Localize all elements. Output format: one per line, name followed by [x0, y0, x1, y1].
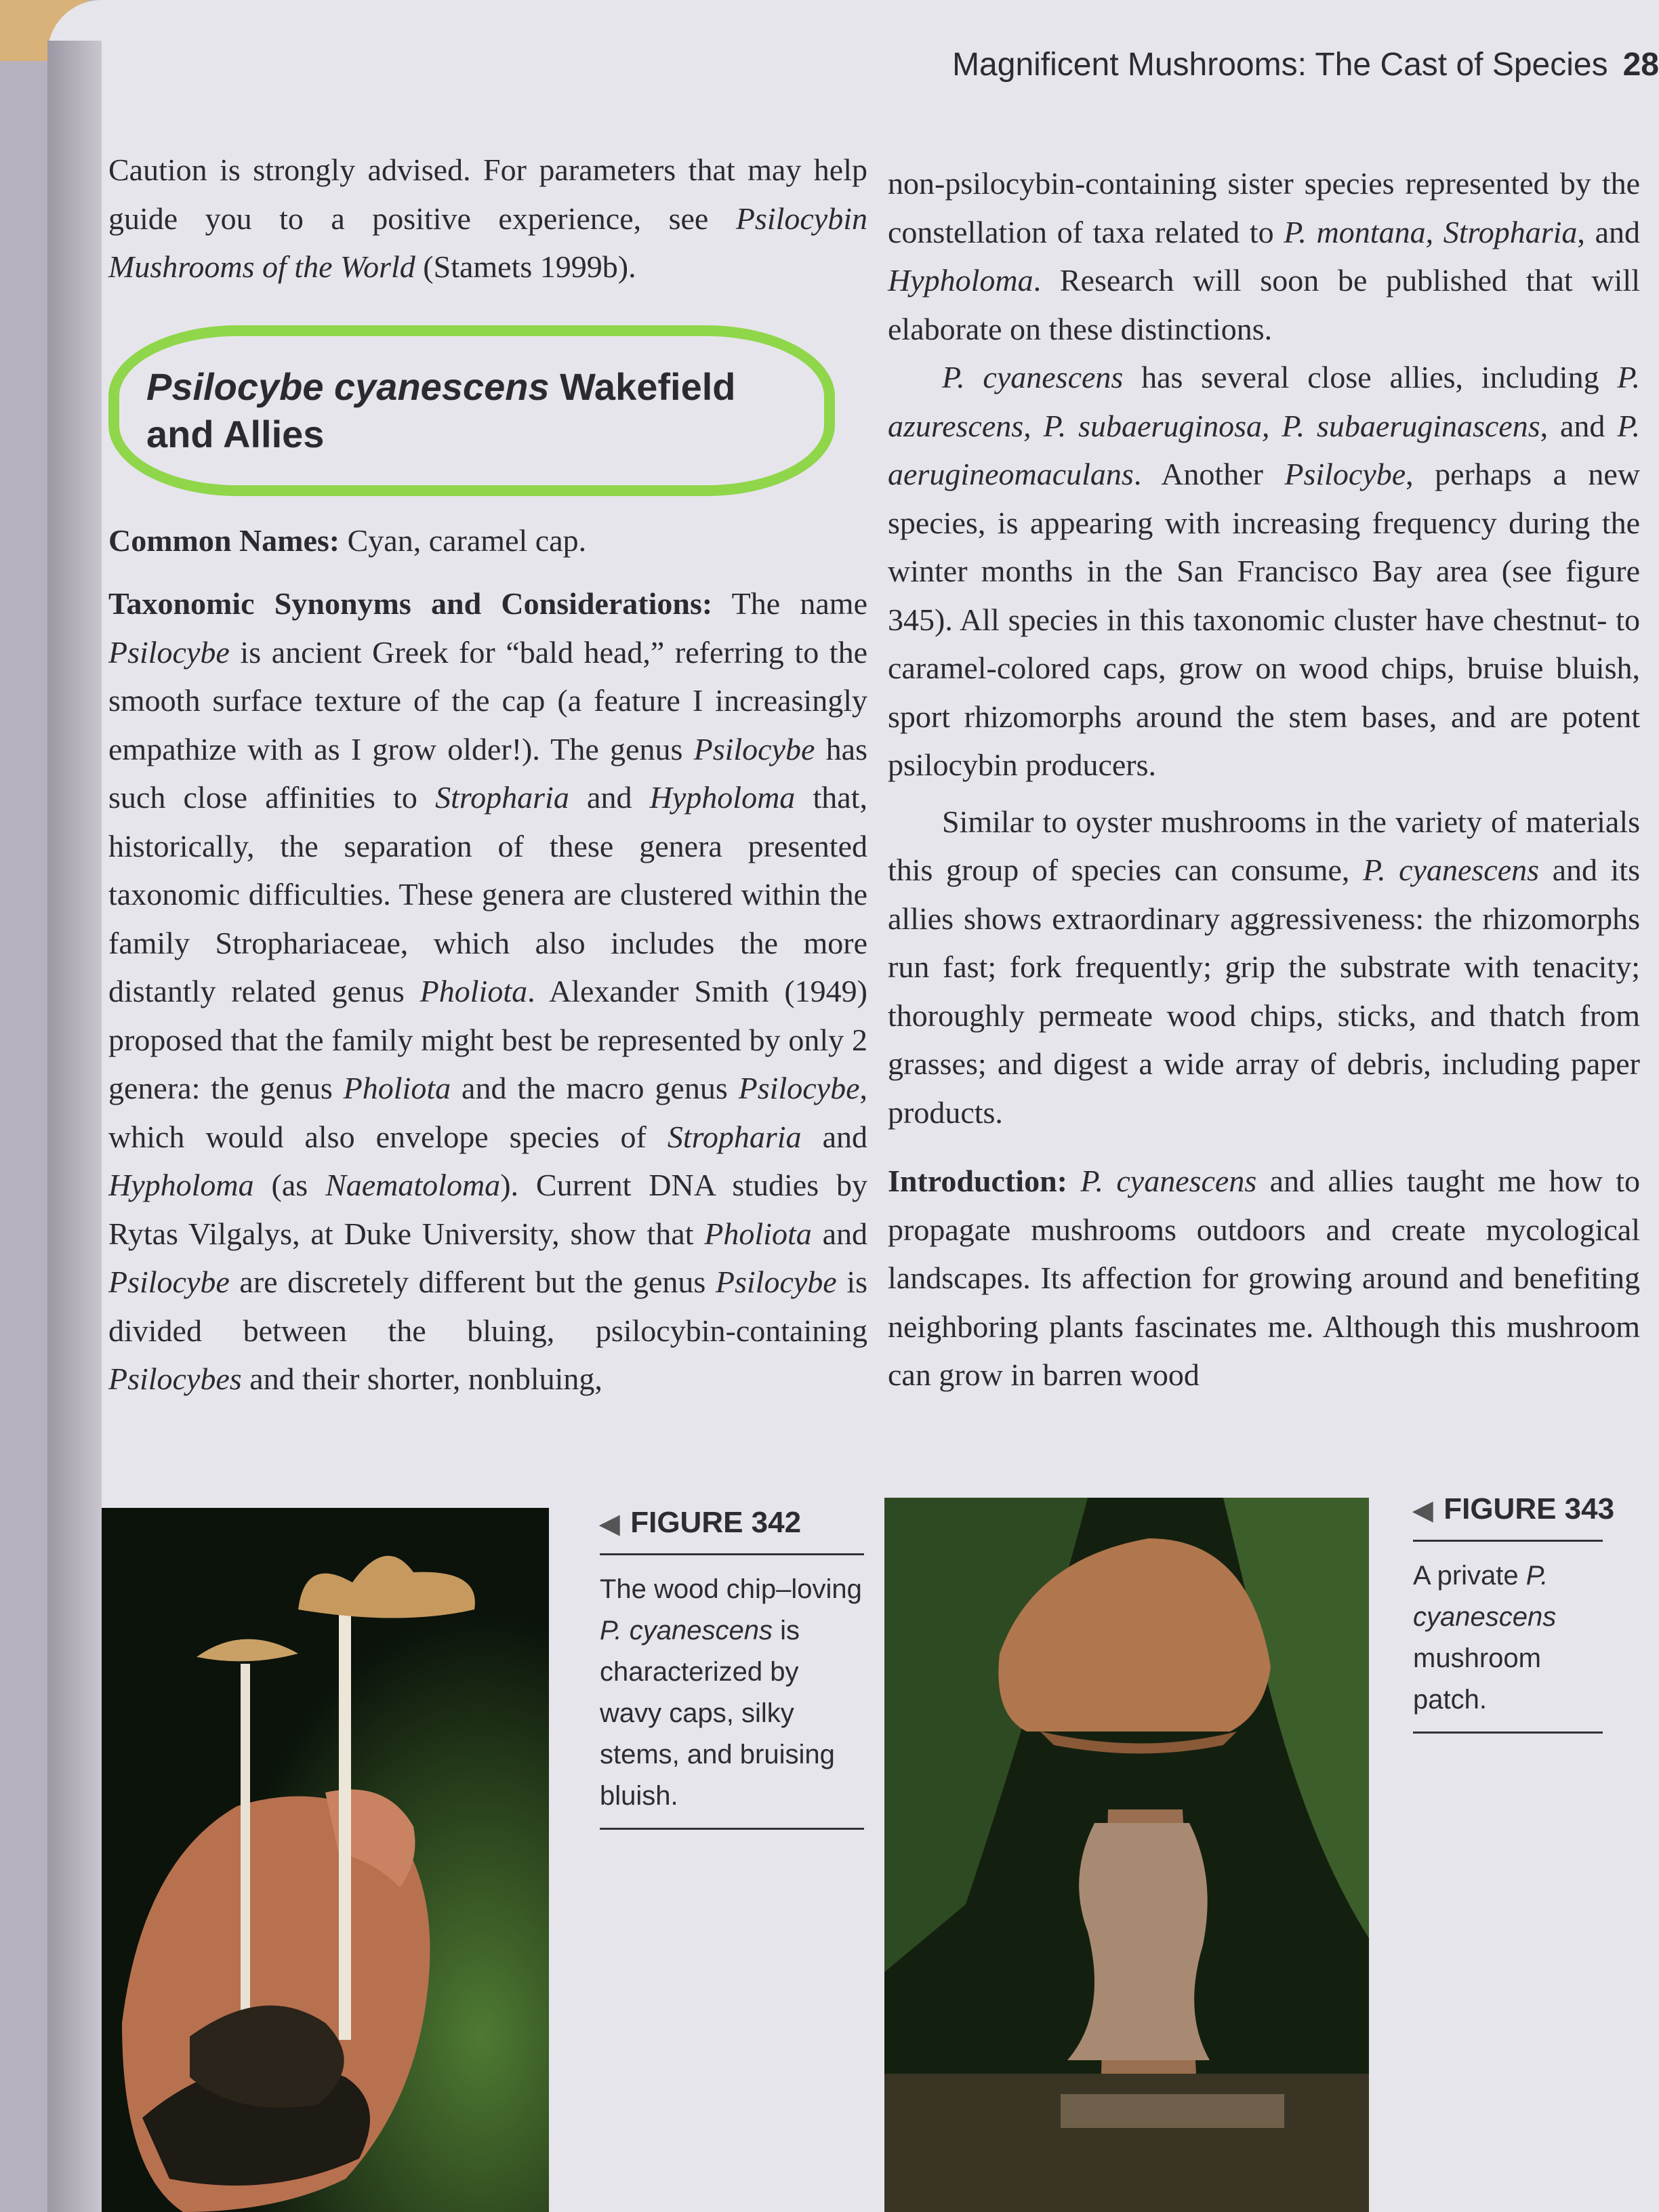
- figure-343-caption-text: A private P. cyanescens mushroom patch.: [1413, 1542, 1603, 1734]
- common-names-paragraph: Common Names: Cyan, caramel cap.: [108, 523, 587, 558]
- figure-342-caption: [600, 1506, 864, 1830]
- pointer-arrow-icon: ◀: [1413, 1496, 1433, 1525]
- introduction-paragraph: Introduction: P. cyanescens and allies taught me how to propagate mushrooms outdoors and create mycological landscapes. Its affection for growing around and benefiting neighboring plants fascinates me. Although this mushroom can grow in barren wood: [888, 1164, 1641, 1392]
- common-names-label: Common Names:: [108, 523, 340, 558]
- page-binding-shadow: [47, 41, 102, 2212]
- figure-342-label: ◀ FIGURE 342: [600, 1506, 864, 1555]
- page-number: 28: [1622, 47, 1659, 83]
- species-name: Psilocybe cyanescens: [146, 365, 550, 408]
- figure-343-label: ◀ FIGURE 343: [1413, 1492, 1603, 1542]
- figure-343-photo: [884, 1498, 1369, 2212]
- right-paragraph-2: P. cyanescens has several close allies, including P. azurescens, P. subaeruginosa, P. subaeruginascens, and P. aerugineomaculans. Another Psilocybe, perhaps a new species, is appearing with increasing frequency during the winter months in the San Francisco Bay area (see figure 345). All species in this taxonomic cluster have chestnut- to caramel-colored caps, grow on wood chips, bruise bluish, sport rhizomorphs around the stem bases, and are potent psilocybin producers.: [888, 360, 1640, 782]
- species-heading: Psilocybe cyanescens Wakefield and Allies: [108, 325, 835, 496]
- running-head-title: Magnificent Mushrooms: The Cast of Species: [952, 47, 1608, 83]
- pointer-arrow-icon: ◀: [600, 1510, 620, 1538]
- book-title: Psilocybin Mushrooms of the World: [108, 201, 867, 284]
- figure-343-caption: [1413, 1492, 1615, 1734]
- taxonomy-label: Taxonomic Synonyms and Considerations:: [108, 586, 713, 621]
- carved-mushroom-statue-image: [884, 1498, 1369, 2212]
- book-page: [47, 0, 1659, 2212]
- introduction-label: Introduction:: [888, 1164, 1067, 1198]
- figure-342-caption-text: The wood chip–loving P. cyanescens is characterized by wavy caps, silky stems, and bruising bluish.: [600, 1555, 864, 1830]
- running-head: [952, 46, 1659, 83]
- taxonomy-paragraph: Taxonomic Synonyms and Considerations: The name Psilocybe is ancient Greek for “bald head,” referring to the smooth surface texture of the cap (a feature I increasingly empathize with as I grow older!). The genus Psilocybe has such close affinities to Stropharia and Hypholoma that, historically, the separation of these genera presented taxonomic difficulties. These genera are clustered within the family Strophariaceae, which also includes the more distantly related genus Pholiota. Alexander Smith (1949) proposed that the family might best be represented by only 2 genera: the genus Pholiota and the macro genus Psilocybe, which would also envelope species of Stropharia and Hypholoma (as Naematoloma). Current DNA studies by Rytas Vilgalys, at Duke University, show that Pholiota and Psilocybe are discretely different but the genus Psilocybe is divided between the bluing, psilocybin-containing Psilocybes and their shorter, nonbluing,: [108, 586, 868, 1396]
- figure-342-photo: [102, 1508, 549, 2212]
- right-column: [888, 159, 1640, 1399]
- left-column: [108, 146, 867, 1404]
- mushroom-hand-image: [102, 1508, 549, 2212]
- right-paragraph-1: non-psilocybin-containing sister species represented by the constellation of taxa related to P. montana, Stropharia, and Hypholoma. Research will soon be published that will elaborate on these distinctions.: [888, 166, 1641, 346]
- right-paragraph-3: Similar to oyster mushrooms in the variety of materials this group of species can consume, P. cyanescens and its allies shows extraordinary aggressiveness: the rhizomorphs run fast; fork frequently; grip the substrate with tenacity; thoroughly permeate wood chips, sticks, and thatch from grasses; and digest a wide array of debris, including paper products.: [888, 804, 1640, 1130]
- intro-paragraph: Caution is strongly advised. For parameters that may help guide you to a positive experience, see Psilocybin Mushrooms of the World (Stamets 1999b).: [108, 152, 867, 284]
